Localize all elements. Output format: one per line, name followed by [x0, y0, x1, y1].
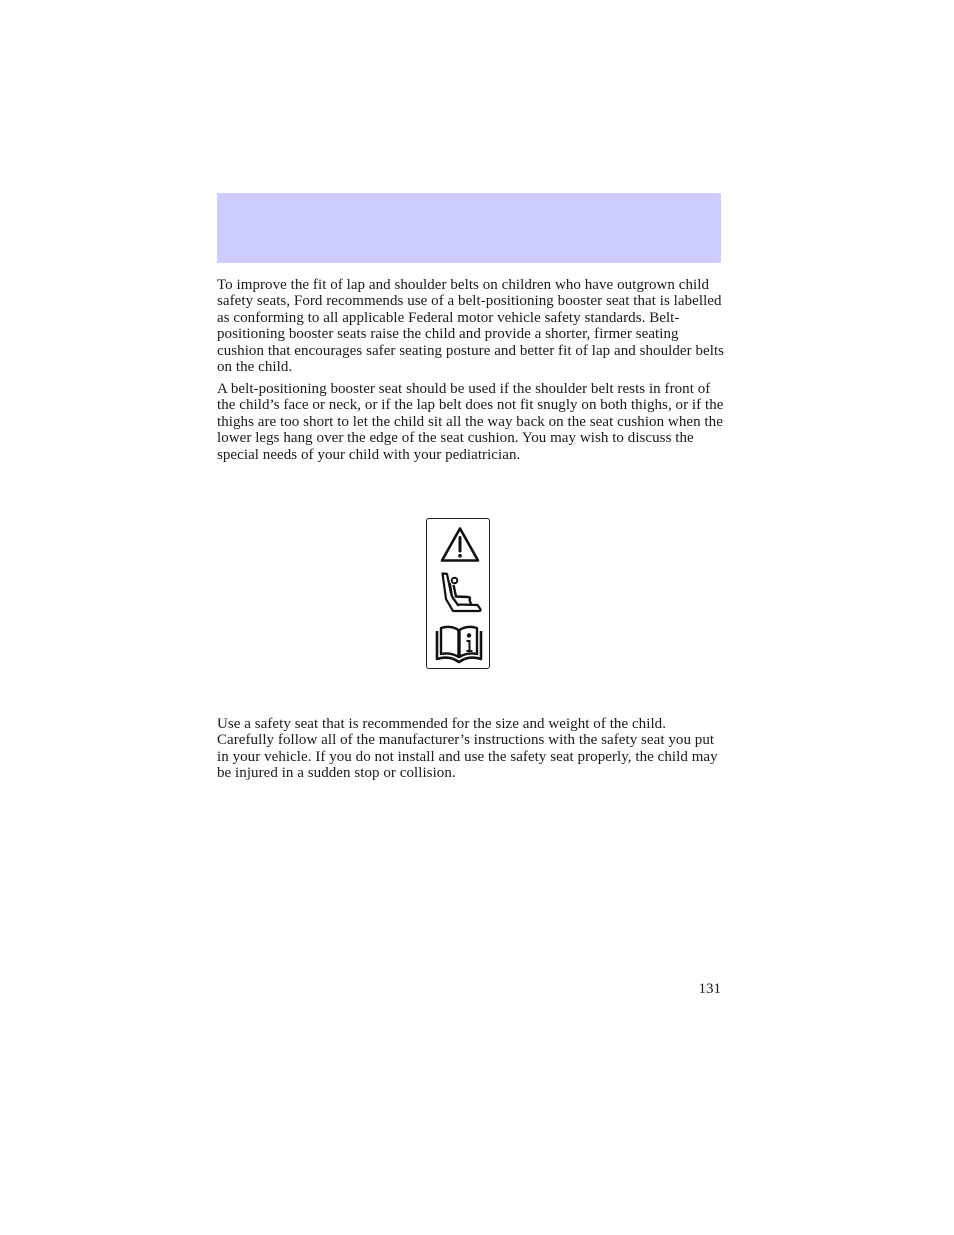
section-header-band — [217, 193, 721, 263]
booster-seat-intro-paragraph: To improve the fit of lap and shoulder belts on children who have outgrown child safety seats, Ford recommends use of a belt-positioning booster seat that is labelled as conforming to all applicable Federal motor vehicle safety standards. Belt-positioning booster seats raise the child and provide a shorter, firmer seating cushion that encourages safer seating posture and better fit of lap and shoulder belts on the child. — [217, 277, 725, 376]
page-number: 131 — [698, 981, 721, 997]
warning-triangle-icon — [427, 519, 491, 567]
warning-symbol-box — [426, 518, 490, 669]
safety-seat-warning-paragraph: Use a safety seat that is recommended for the size and weight of the child. Carefully follow all of the manufacturer’s instructions with the safety seat you put in your vehicle. If you do not install and use the safety seat properly, the child may be injured in a sudden stop or collision. — [217, 716, 718, 782]
booster-seat-usage-paragraph: A belt-positioning booster seat should be used if the shoulder belt rests in front of the child’s face or neck, or if the lap belt does not fit snugly on both thighs, or if the thighs are too short to let the child sit all the way back on the seat cushion when the lower legs hang over the edge of the seat cushion. You may wish to discuss the special needs of your child with your pediatrician. — [217, 381, 724, 463]
child-seat-icon — [427, 568, 491, 620]
owner-guide-icon — [427, 619, 491, 669]
